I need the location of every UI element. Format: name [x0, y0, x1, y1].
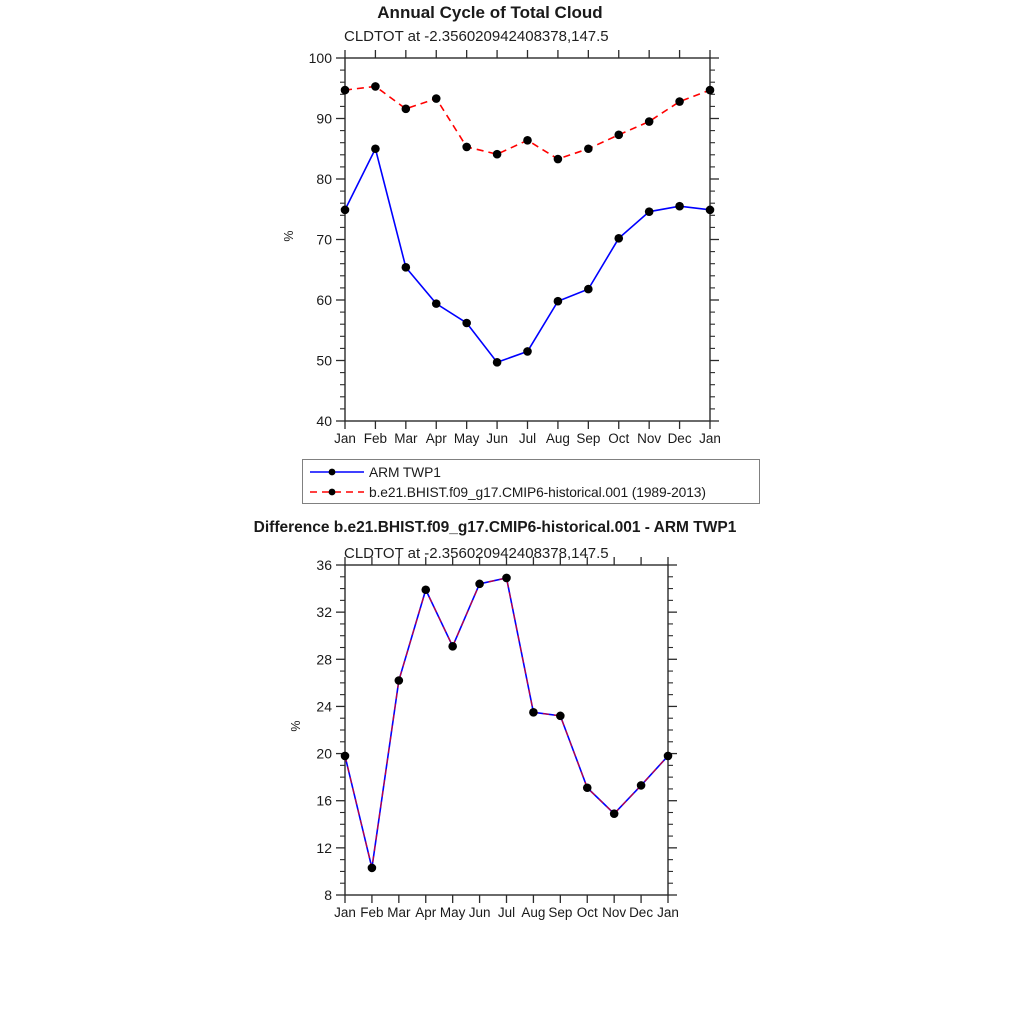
svg-text:Mar: Mar	[387, 905, 411, 920]
svg-text:Apr: Apr	[415, 905, 437, 920]
svg-text:Aug: Aug	[521, 905, 546, 920]
svg-text:Jul: Jul	[497, 905, 516, 920]
top-chart-title: Annual Cycle of Total Cloud	[377, 3, 603, 22]
svg-text:May: May	[453, 431, 480, 446]
svg-text:Dec: Dec	[629, 905, 654, 920]
svg-text:100: 100	[308, 50, 332, 66]
svg-text:Jun: Jun	[486, 431, 508, 446]
svg-text:Mar: Mar	[394, 431, 418, 446]
svg-text:Oct: Oct	[576, 905, 598, 920]
svg-text:50: 50	[316, 352, 332, 369]
svg-text:90: 90	[316, 110, 332, 127]
svg-text:32: 32	[316, 604, 332, 621]
difference-chart-subtitle: CLDTOT at -2.356020942408378,147.5	[344, 545, 609, 562]
svg-text:Oct: Oct	[608, 431, 630, 446]
svg-text:Jun: Jun	[468, 905, 491, 920]
legend-label-model: b.e21.BHIST.f09_g17.CMIP6-historical.001 (1989-2013)	[369, 484, 706, 500]
svg-text:May: May	[439, 905, 466, 920]
svg-text:24: 24	[316, 698, 332, 715]
svg-text:Jan: Jan	[334, 905, 356, 920]
svg-text:Jan: Jan	[657, 905, 679, 920]
svg-text:8: 8	[324, 887, 332, 903]
svg-text:Dec: Dec	[667, 431, 692, 446]
top-chart-y-axis-label: %	[282, 230, 296, 242]
svg-text:Jan: Jan	[699, 431, 721, 446]
svg-text:36: 36	[316, 557, 332, 573]
svg-text:12: 12	[316, 839, 332, 856]
svg-text:Aug: Aug	[545, 431, 570, 446]
top-chart-subtitle: CLDTOT at -2.356020942408378,147.5	[344, 28, 609, 45]
svg-text:Jan: Jan	[334, 431, 356, 446]
svg-text:Nov: Nov	[602, 905, 627, 920]
legend-label-obs: ARM TWP1	[369, 464, 441, 480]
svg-text:Feb: Feb	[363, 431, 388, 446]
svg-text:Feb: Feb	[360, 905, 384, 920]
svg-text:28: 28	[316, 651, 332, 668]
difference-chart-title: Difference b.e21.BHIST.f09_g17.CMIP6-historical.001 - ARM TWP1	[253, 519, 737, 536]
svg-text:Apr: Apr	[425, 431, 447, 446]
svg-text:Nov: Nov	[637, 431, 662, 446]
svg-text:80: 80	[316, 171, 332, 187]
svg-text:70: 70	[316, 231, 332, 248]
difference-chart-y-axis-label: %	[289, 720, 303, 732]
svg-text:16: 16	[316, 792, 332, 809]
svg-text:Sep: Sep	[548, 905, 573, 920]
svg-text:60: 60	[316, 292, 332, 308]
svg-text:40: 40	[316, 413, 332, 429]
svg-text:Jul: Jul	[518, 431, 537, 446]
svg-text:Sep: Sep	[576, 431, 601, 446]
svg-text:20: 20	[316, 745, 332, 762]
